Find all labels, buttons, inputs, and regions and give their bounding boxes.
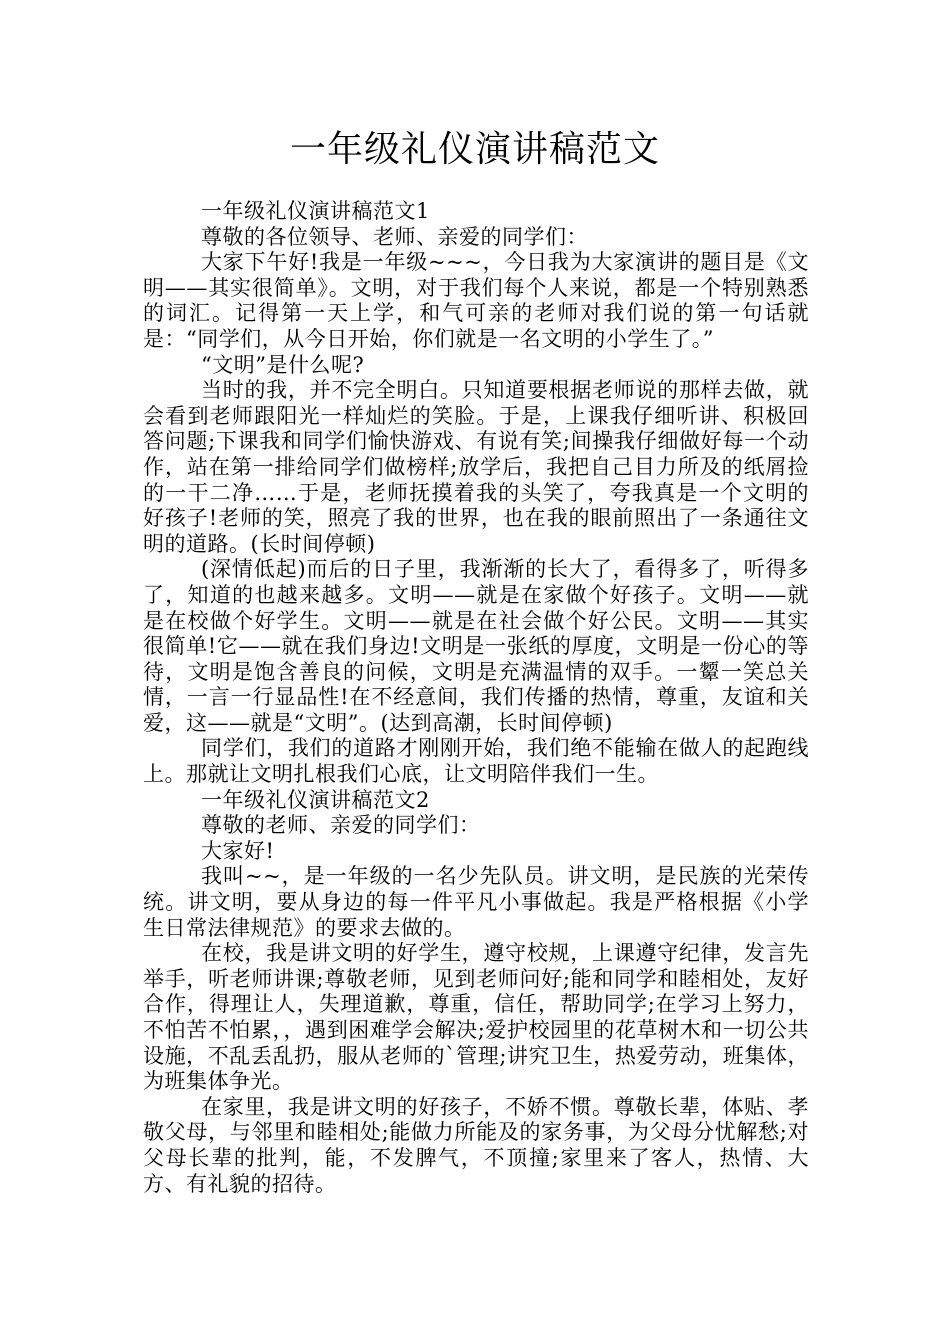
paragraph: 我叫~~，是一年级的一名少先队员。讲文明，是民族的光荣传统。讲文明，要从身边的每一件平凡小事做起。我是严格根据《小学生日常法律规范》的要求去做的。: [143, 864, 809, 940]
salutation-2: 尊敬的老师、亲爱的同学们：: [201, 813, 481, 838]
salutation-1: 尊敬的各位领导、老师、亲爱的同学们：: [201, 224, 588, 249]
section-heading-2: 一年级礼仪演讲稿范文2: [201, 787, 430, 812]
paragraph: 在校，我是讲文明的好学生，遵守校规，上课遵守纪律，发言先举手，听老师讲课;尊敬老师，见到老师问好;能和同学和睦相处，友好合作，得理让人，失理道歉，尊重，信任，帮助同学;在学习上努力，不怕苦不怕累，，遇到困难学会解决;爱护校园里的花草树木和一切公共设施，不乱丢乱扔，服从老师的`管理;讲究卫生，热爱劳动，班集体，为班集体争光。: [143, 941, 809, 1094]
paragraph: 当时的我，并不完全明白。只知道要根据老师说的那样去做，就会看到老师跟阳光一样灿烂的笑脸。于是，上课我仔细听讲、积极回答问题;下课我和同学们愉快游戏、有说有笑;间操我仔细做好每一个动作，站在第一排给同学们做榜样;放学后，我把自己目力所及的纸屑捡的一干二净……于是，老师抚摸着我的头笑了，夸我真是一个文明的好孩子!老师的笑，照亮了我的世界，也在我的眼前照出了一条通往文明的道路。(长时间停顿): [143, 378, 809, 556]
paragraph: 在家里，我是讲文明的好孩子，不娇不惯。尊敬长辈，体贴、孝敬父母，与邻里和睦相处;能做力所能及的家务事，为父母分忧解愁;对父母长辈的批判，能，不发脾气，不顶撞;家里来了客人，热情、大方、有礼貌的招待。: [143, 1094, 809, 1196]
paragraph: (深情低起)而后的日子里，我渐渐的长大了，看得多了，听得多了，知道的也越来越多。文明——就是在家做个好孩子。文明——就是在校做个好学生。文明——就是在社会做个好公民。文明——其实很简单!它——就在我们身边!文明是一张纸的厚度，文明是一份心的等待，文明是饱含善良的问候，文明是充满温情的双手。一颦一笑总关情，一言一行显品性!在不经意间，我们传播的热情，尊重，友谊和关爱，这——就是“文明”。(达到高潮，长时间停顿): [143, 557, 809, 735]
paragraph: 同学们，我们的道路才刚刚开始，我们绝不能输在做人的起跑线上。那就让文明扎根我们心底，让文明陪伴我们一生。: [143, 736, 809, 787]
page-title: 一年级礼仪演讲稿范文: [289, 129, 660, 170]
greeting: 大家好!: [201, 838, 275, 863]
section-heading-1: 一年级礼仪演讲稿范文1: [201, 199, 430, 223]
document-body: [143, 199, 809, 1197]
paragraph: 大家下午好!我是一年级~~~，今日我为大家演讲的题目是《文明——其实很简单》。文明，对于我们每个人来说，都是一个特别熟悉的词汇。记得第一天上学，和气可亲的老师对我们说的第一句话就是：“同学们，从今日开始，你们就是一名文明的小学生了。”: [143, 250, 809, 351]
paragraph: “文明”是什么呢?: [201, 352, 365, 377]
